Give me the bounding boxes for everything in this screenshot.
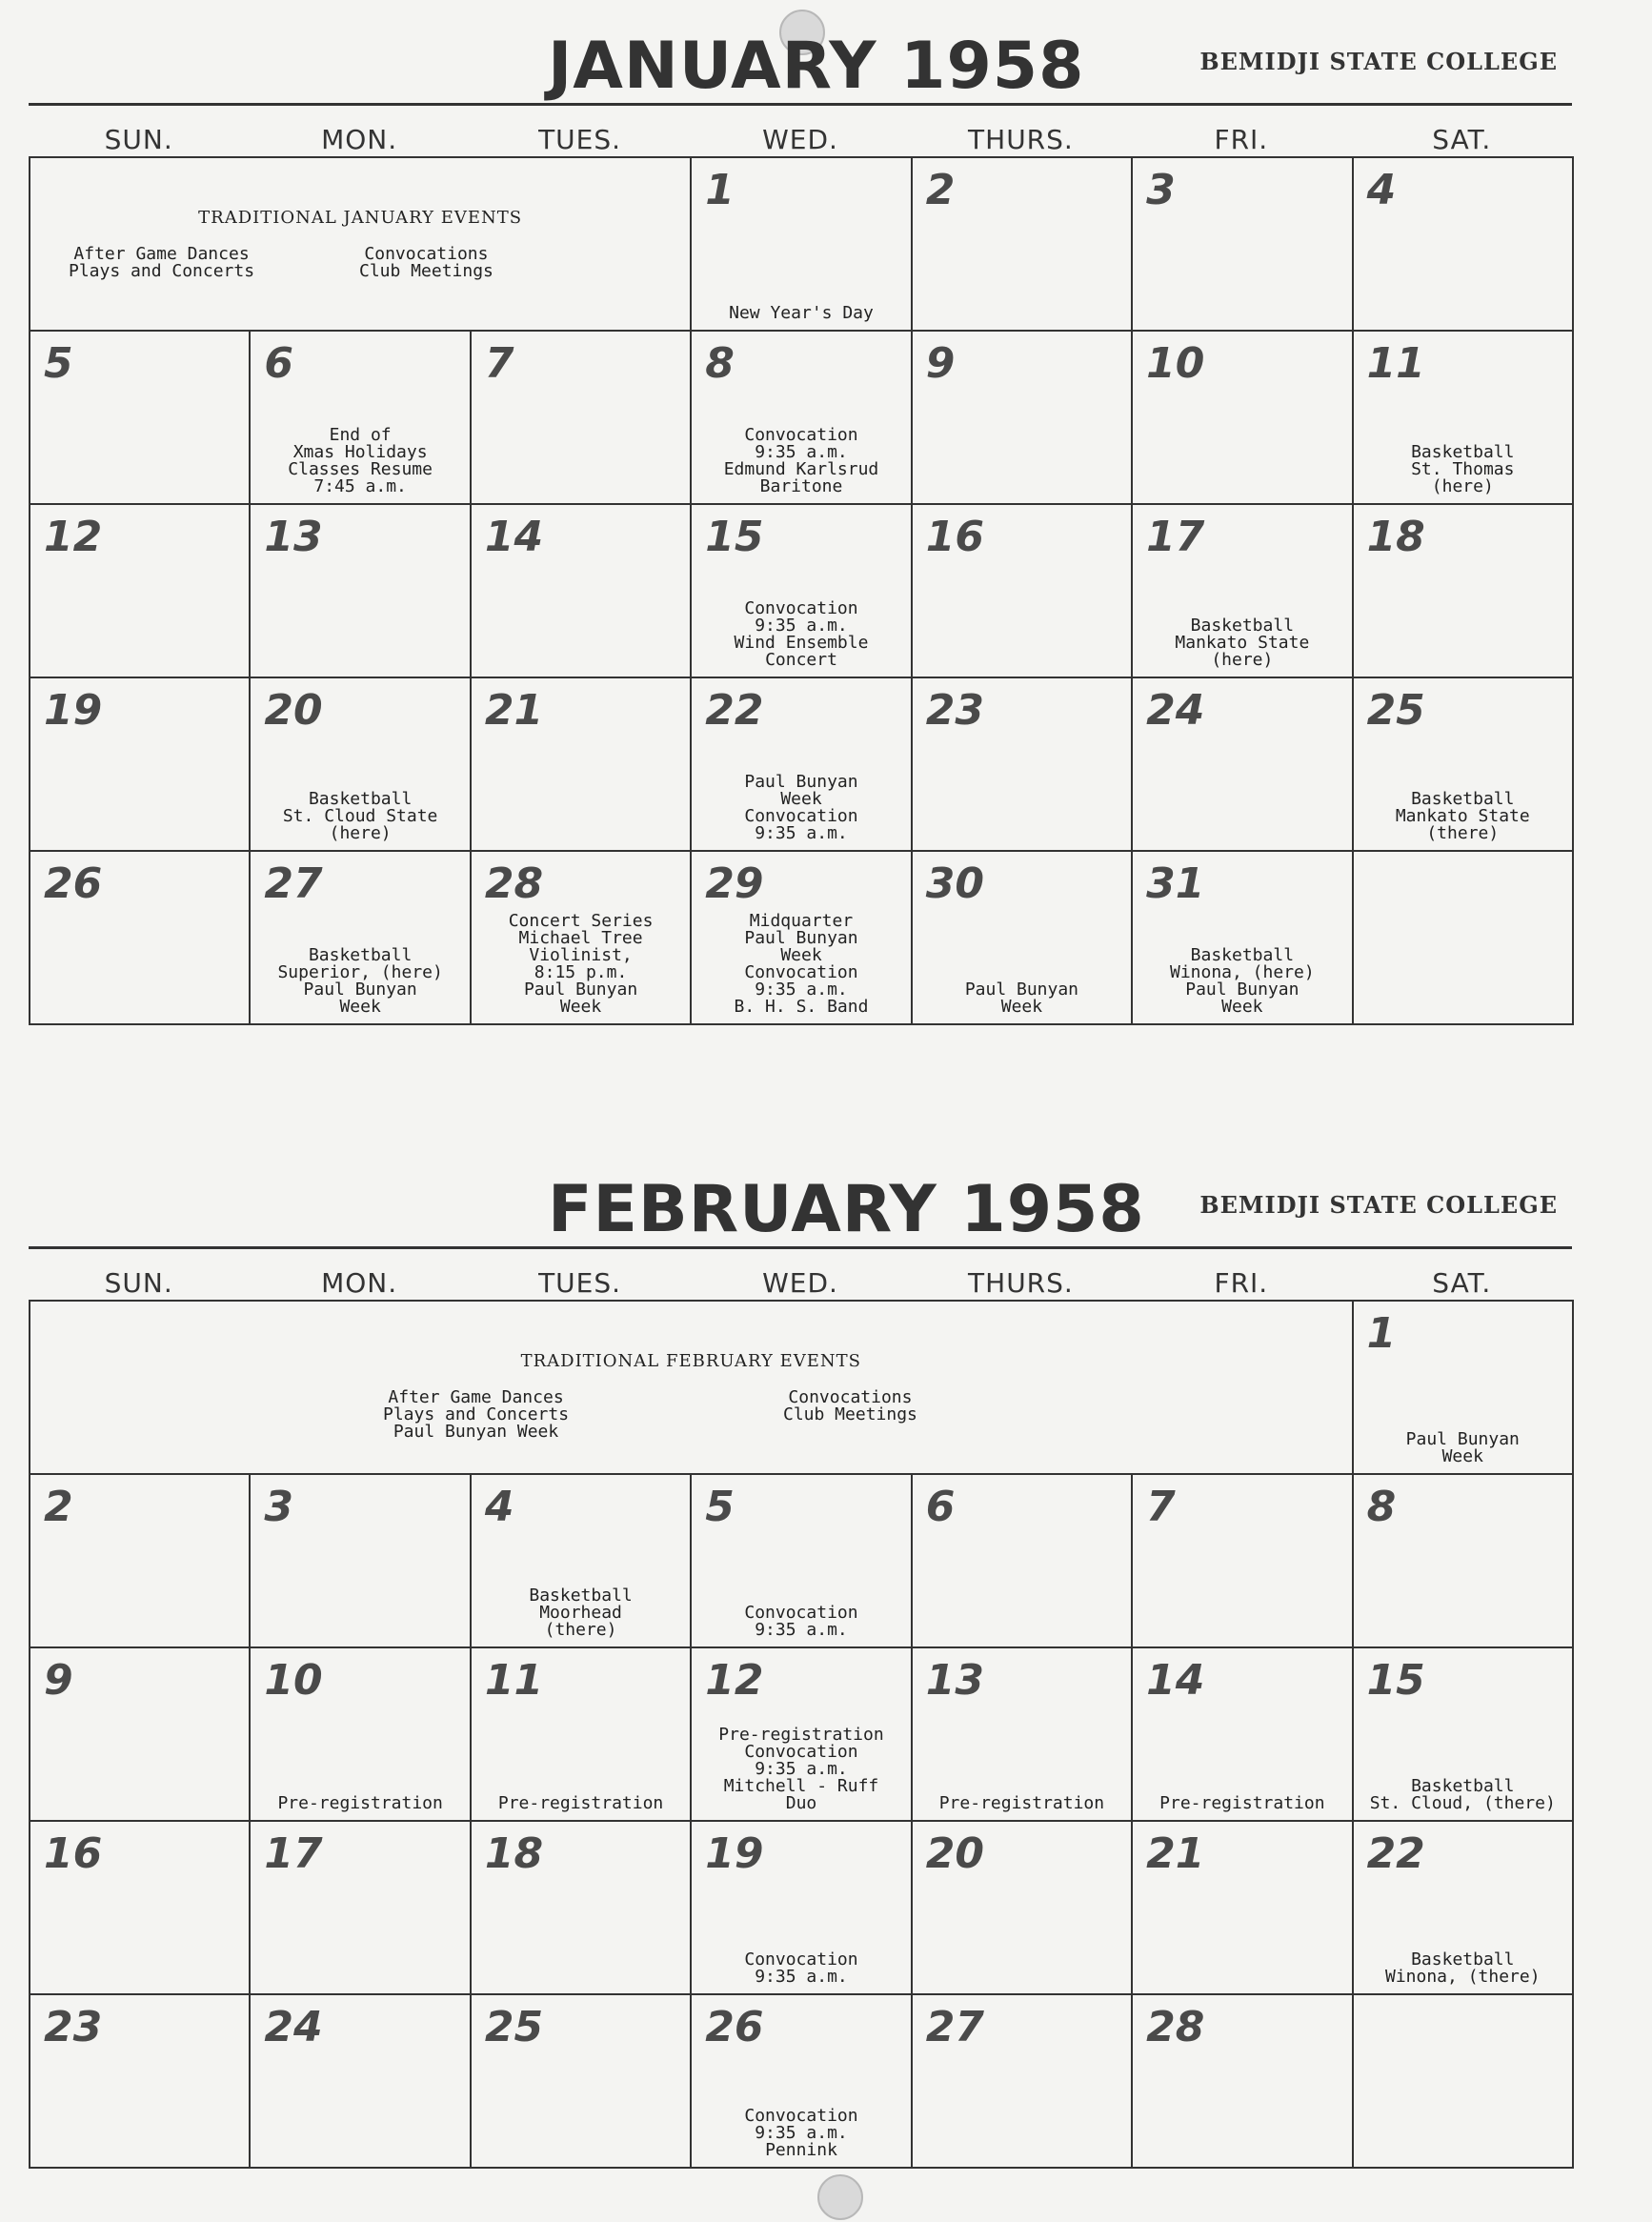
day-events: Basketball St. Cloud, (there): [1369, 1776, 1556, 1813]
day-number: 19: [44, 686, 103, 735]
day-events: Paul Bunyan Week: [1405, 1429, 1520, 1466]
day-number: 24: [1146, 686, 1205, 735]
day-number: 6: [264, 339, 294, 388]
day-events: Basketball Winona, (there): [1385, 1949, 1541, 1987]
day-cell: [251, 1822, 471, 1995]
day-events: Convocation 9:35 a.m.: [744, 1949, 858, 1987]
day-number: 12: [705, 1656, 764, 1705]
weekday-label: TUES.: [538, 1267, 622, 1299]
day-number: 10: [1146, 339, 1205, 388]
college-name: BEMIDJI STATE COLLEGE: [1199, 48, 1558, 75]
day-cell: [1133, 678, 1353, 852]
day-number: 12: [44, 513, 103, 561]
day-number: 23: [44, 2003, 103, 2051]
day-cell: [1133, 1822, 1353, 1995]
weekday-label: TUES.: [538, 124, 622, 155]
day-number: 19: [705, 1829, 764, 1878]
day-cell: [1133, 1475, 1353, 1648]
day-cell: [913, 1648, 1133, 1822]
day-cell: [251, 1475, 471, 1648]
day-number: 18: [1366, 513, 1425, 561]
day-cell: [472, 505, 692, 678]
day-number: 17: [1146, 513, 1205, 561]
day-cell: [1354, 1302, 1574, 1475]
traditional-events-title: TRADITIONAL JANUARY EVENTS: [198, 208, 523, 228]
day-number: 28: [484, 859, 544, 908]
day-events: Basketball Mankato State (here): [1175, 616, 1310, 670]
weekday-label: SUN.: [104, 1267, 173, 1299]
day-cell: [30, 505, 251, 678]
day-cell: [1354, 158, 1574, 332]
day-cell: [472, 332, 692, 505]
day-cell: [913, 852, 1133, 1025]
day-cell: [692, 678, 912, 852]
weekday-label: MON.: [321, 1267, 398, 1299]
day-number: 10: [264, 1656, 323, 1705]
day-cell: [251, 852, 471, 1025]
day-events: Paul Bunyan Week: [964, 980, 1079, 1017]
day-number: 18: [484, 1829, 544, 1878]
february-calendar: [29, 1172, 1591, 2169]
day-number: 3: [264, 1483, 294, 1531]
day-cell: [1133, 505, 1353, 678]
day-number: 13: [264, 513, 323, 561]
day-cell: [1354, 1648, 1574, 1822]
day-number: 8: [1366, 1483, 1397, 1531]
header-rule: [29, 103, 1572, 106]
weekday-label: THURS.: [968, 1267, 1074, 1299]
day-cell: [913, 1995, 1133, 2169]
day-cell: [692, 1995, 912, 2169]
weekday-label: SUN.: [104, 124, 173, 155]
day-number: 30: [925, 859, 984, 908]
day-number: 7: [1146, 1483, 1176, 1531]
day-number: 8: [705, 339, 735, 388]
day-cell: [1133, 1995, 1353, 2169]
day-number: 27: [264, 859, 323, 908]
day-events: Pre-registration Convocation 9:35 a.m. Mitchell - Ruff Duo: [718, 1725, 884, 1813]
day-cell: [30, 852, 251, 1025]
weekday-label: SAT.: [1432, 1267, 1492, 1299]
day-events: Convocation 9:35 a.m. Edmund Karlsrud Baritone: [723, 425, 879, 496]
day-events: Basketball St. Cloud State (here): [282, 789, 438, 843]
day-number: 13: [925, 1656, 984, 1705]
day-cell: [30, 1648, 251, 1822]
day-number: 6: [925, 1483, 956, 1531]
day-cell: [472, 1648, 692, 1822]
day-cell: [913, 678, 1133, 852]
day-events: Convocation 9:35 a.m. Wind Ensemble Concert: [734, 598, 869, 670]
day-cell: [913, 332, 1133, 505]
day-number: 17: [264, 1829, 323, 1878]
traditional-events-box: [30, 1302, 1354, 1475]
day-number: 1: [1366, 1309, 1397, 1358]
day-number: 14: [1146, 1656, 1205, 1705]
day-number: 31: [1146, 859, 1205, 908]
day-number: 15: [705, 513, 764, 561]
day-cell: [1133, 1648, 1353, 1822]
january-grid: [29, 156, 1574, 1025]
day-number: 26: [44, 859, 103, 908]
day-events: Basketball Mankato State (there): [1395, 789, 1530, 843]
day-number: 29: [705, 859, 764, 908]
empty-day-cell: [1354, 852, 1574, 1025]
weekday-row: [29, 1262, 1572, 1300]
day-number: 20: [925, 1829, 984, 1878]
month-title: FEBRUARY 1958: [548, 1172, 1145, 1247]
weekday-label: FRI.: [1214, 124, 1269, 155]
day-number: 24: [264, 2003, 323, 2051]
weekday-label: WED.: [762, 124, 838, 155]
day-number: 22: [705, 686, 764, 735]
day-cell: [30, 1822, 251, 1995]
day-cell: [1354, 678, 1574, 852]
day-events: Basketball Winona, (here) Paul Bunyan Week: [1169, 945, 1315, 1017]
day-number: 11: [484, 1656, 544, 1705]
january-calendar: [29, 29, 1591, 1025]
day-cell: [913, 1822, 1133, 1995]
day-cell: [30, 1475, 251, 1648]
day-cell: [692, 332, 912, 505]
month-title: JANUARY 1958: [548, 29, 1085, 104]
weekday-row: [29, 118, 1572, 156]
traditional-events-box: [30, 158, 692, 332]
day-number: 16: [925, 513, 984, 561]
day-cell: [692, 1822, 912, 1995]
weekday-label: THURS.: [968, 124, 1074, 155]
day-events: Pre-registration: [938, 1793, 1105, 1813]
day-events: Basketball St. Thomas (here): [1411, 442, 1515, 496]
weekday-label: FRI.: [1214, 1267, 1269, 1299]
day-number: 15: [1366, 1656, 1425, 1705]
traditional-events-list: Convocations Club Meetings: [359, 244, 494, 281]
day-cell: [472, 678, 692, 852]
header-rule: [29, 1246, 1572, 1249]
day-cell: [692, 158, 912, 332]
day-cell: [472, 852, 692, 1025]
january-header: [29, 29, 1591, 105]
day-number: 1: [705, 166, 735, 214]
day-number: 4: [484, 1483, 514, 1531]
day-cell: [30, 332, 251, 505]
day-number: 25: [1366, 686, 1425, 735]
day-number: 20: [264, 686, 323, 735]
day-events: End of Xmas Holidays Classes Resume 7:45 a.m.: [288, 425, 433, 496]
day-cell: [692, 1648, 912, 1822]
day-number: 21: [484, 686, 544, 735]
day-number: 3: [1146, 166, 1176, 214]
day-cell: [251, 1995, 471, 2169]
traditional-events-list: Convocations Club Meetings: [783, 1387, 917, 1424]
day-cell: [30, 1995, 251, 2169]
february-grid: [29, 1300, 1574, 2169]
day-events: Midquarter Paul Bunyan Week Convocation 9:35 a.m. B. H. S. Band: [734, 911, 869, 1017]
day-cell: [1133, 158, 1353, 332]
day-cell: [472, 1475, 692, 1648]
traditional-events-title: TRADITIONAL FEBRUARY EVENTS: [520, 1351, 861, 1371]
day-cell: [1354, 332, 1574, 505]
day-number: 5: [705, 1483, 735, 1531]
day-number: 23: [925, 686, 984, 735]
day-events: Concert Series Michael Tree Violinist, 8:15 p.m. Paul Bunyan Week: [508, 911, 654, 1017]
day-number: 4: [1366, 166, 1397, 214]
punch-hole-bottom: [817, 2174, 863, 2220]
day-number: 22: [1366, 1829, 1425, 1878]
day-cell: [251, 678, 471, 852]
day-cell: [913, 158, 1133, 332]
traditional-events-list: After Game Dances Plays and Concerts: [69, 244, 255, 281]
day-cell: [472, 1822, 692, 1995]
day-cell: [913, 1475, 1133, 1648]
day-number: 5: [44, 339, 73, 388]
day-cell: [692, 852, 912, 1025]
day-events: Convocation 9:35 a.m. Pennink: [744, 2106, 858, 2160]
day-cell: [251, 1648, 471, 1822]
day-events: Pre-registration: [277, 1793, 443, 1813]
day-events: Convocation 9:35 a.m.: [744, 1603, 858, 1640]
day-events: Paul Bunyan Week Convocation 9:35 a.m.: [744, 772, 858, 843]
day-events: New Year's Day: [729, 303, 874, 323]
day-cell: [913, 505, 1133, 678]
day-number: 27: [925, 2003, 984, 2051]
day-number: 11: [1366, 339, 1425, 388]
weekday-label: WED.: [762, 1267, 838, 1299]
day-cell: [472, 1995, 692, 2169]
day-events: Basketball Superior, (here) Paul Bunyan Week: [277, 945, 443, 1017]
day-cell: [1354, 505, 1574, 678]
day-cell: [692, 505, 912, 678]
day-cell: [1354, 1822, 1574, 1995]
day-number: 9: [925, 339, 956, 388]
day-cell: [251, 505, 471, 678]
weekday-label: SAT.: [1432, 124, 1492, 155]
day-events: Basketball Moorhead (there): [529, 1586, 633, 1640]
day-number: 16: [44, 1829, 103, 1878]
day-cell: [692, 1475, 912, 1648]
day-number: 9: [44, 1656, 73, 1705]
day-number: 28: [1146, 2003, 1205, 2051]
day-events: Pre-registration: [1159, 1793, 1325, 1813]
traditional-events-list: After Game Dances Plays and Concerts Paul Bunyan Week: [383, 1387, 570, 1442]
day-number: 7: [484, 339, 514, 388]
day-cell: [251, 332, 471, 505]
day-cell: [1133, 332, 1353, 505]
college-name: BEMIDJI STATE COLLEGE: [1199, 1191, 1558, 1219]
weekday-label: MON.: [321, 124, 398, 155]
day-number: 14: [484, 513, 544, 561]
empty-day-cell: [1354, 1995, 1574, 2169]
day-events: Pre-registration: [497, 1793, 664, 1813]
day-cell: [30, 678, 251, 852]
day-cell: [1354, 1475, 1574, 1648]
day-number: 2: [925, 166, 956, 214]
day-cell: [1133, 852, 1353, 1025]
february-header: [29, 1172, 1591, 1248]
day-number: 25: [484, 2003, 544, 2051]
day-number: 26: [705, 2003, 764, 2051]
day-number: 2: [44, 1483, 73, 1531]
day-number: 21: [1146, 1829, 1205, 1878]
